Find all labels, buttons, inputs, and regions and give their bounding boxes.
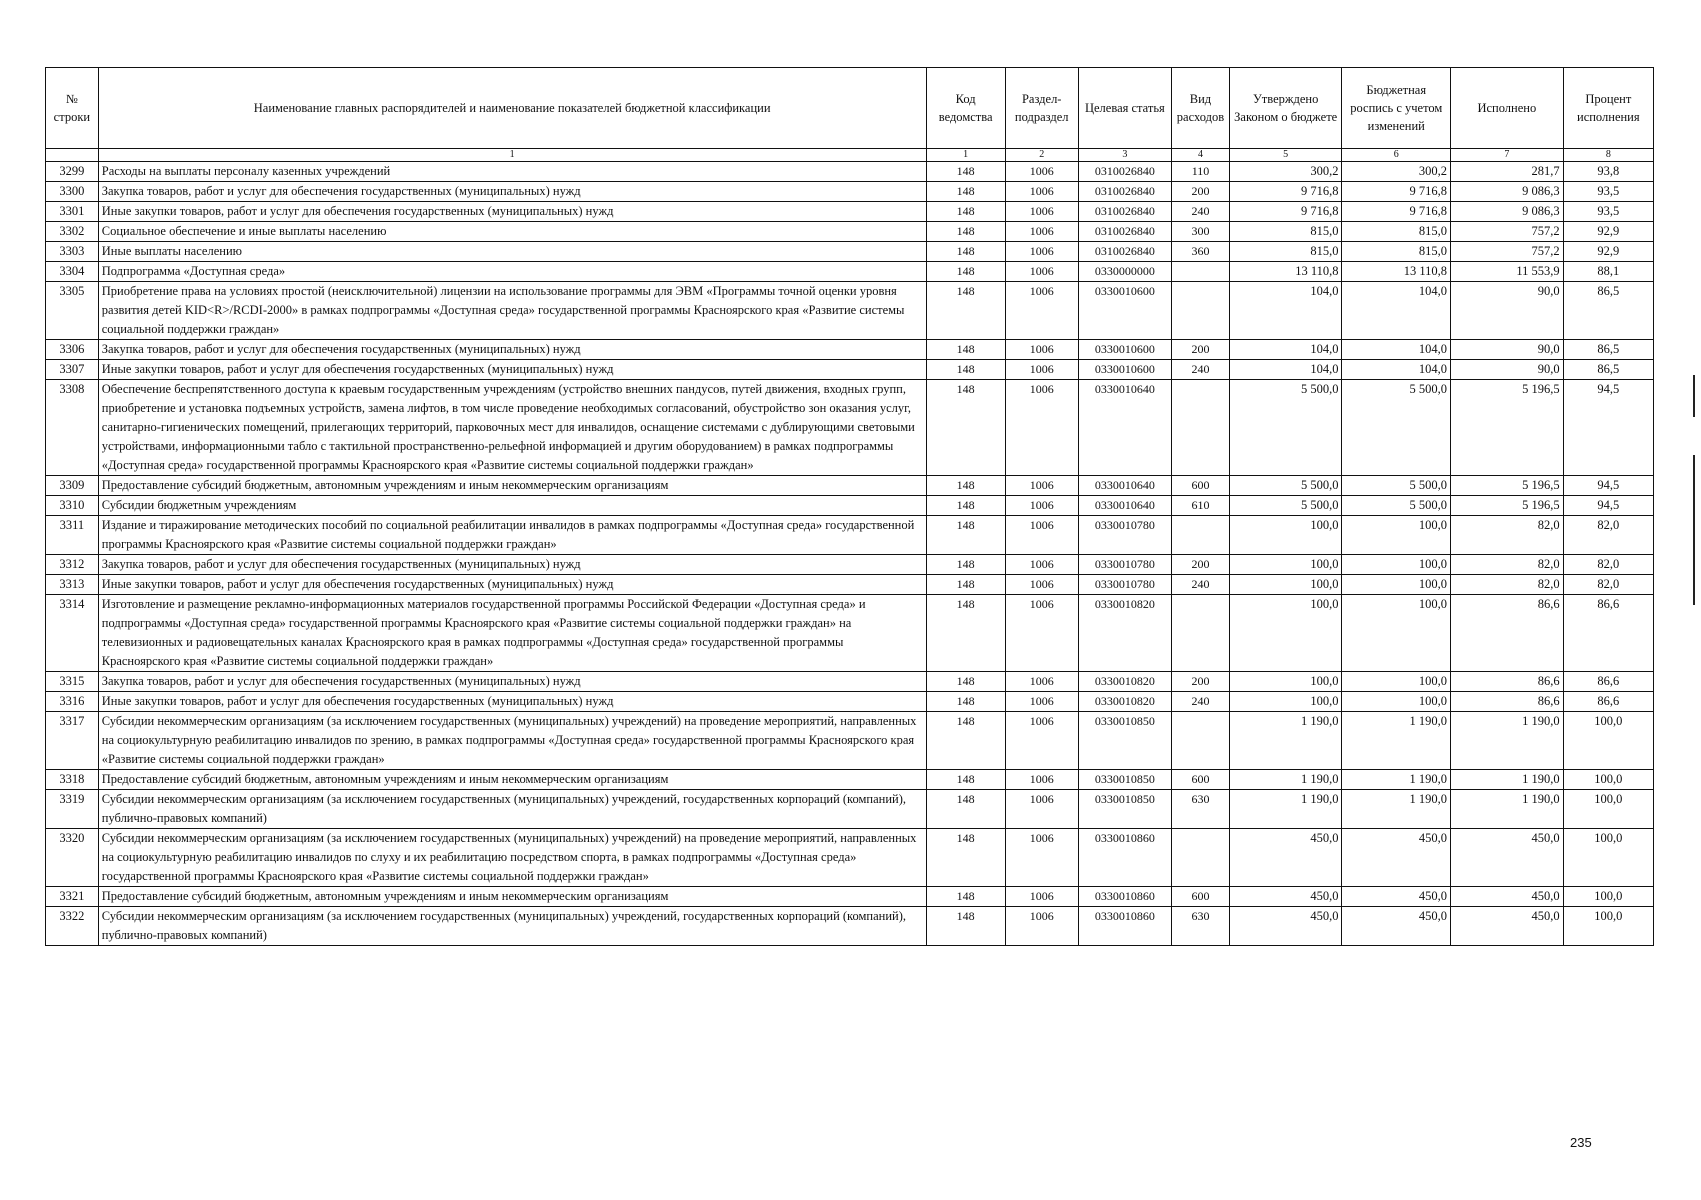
department-code-cell: 148 [926, 340, 1005, 360]
department-code-cell: 148 [926, 790, 1005, 829]
row-number-cell: 3321 [46, 887, 99, 907]
percent-cell: 94,5 [1563, 380, 1653, 476]
table-row [46, 712, 1654, 770]
name-cell: Предоставление субсидий бюджетным, автономным учреждениям и иным некоммерческим организациям [98, 476, 926, 496]
approved-cell: 9 716,8 [1229, 202, 1342, 222]
target-article-cell: 0330010780 [1078, 516, 1171, 555]
budget-schedule-cell: 1 190,0 [1342, 712, 1451, 770]
target-article-cell: 0330010860 [1078, 907, 1171, 946]
header-budget-schedule: Бюджетная роспись с учетом изменений [1342, 68, 1451, 149]
section-cell: 1006 [1005, 282, 1078, 340]
department-code-cell: 148 [926, 496, 1005, 516]
department-code-cell: 148 [926, 770, 1005, 790]
expense-type-cell [1172, 282, 1230, 340]
budget-sheet [45, 67, 1654, 946]
name-cell: Закупка товаров, работ и услуг для обеспечения государственных (муниципальных) нужд [98, 182, 926, 202]
section-cell: 1006 [1005, 907, 1078, 946]
table-row [46, 907, 1654, 946]
expense-type-cell: 240 [1172, 202, 1230, 222]
budget-table [45, 67, 1654, 946]
department-code-cell: 148 [926, 555, 1005, 575]
section-cell: 1006 [1005, 790, 1078, 829]
section-cell: 1006 [1005, 829, 1078, 887]
section-cell: 1006 [1005, 222, 1078, 242]
section-cell: 1006 [1005, 575, 1078, 595]
section-cell: 1006 [1005, 770, 1078, 790]
department-code-cell: 148 [926, 162, 1005, 182]
column-number: 2 [1005, 149, 1078, 162]
table-row [46, 242, 1654, 262]
scan-edge-mark [1693, 455, 1695, 605]
section-cell: 1006 [1005, 672, 1078, 692]
approved-cell: 5 500,0 [1229, 380, 1342, 476]
target-article-cell: 0330010640 [1078, 380, 1171, 476]
table-row [46, 829, 1654, 887]
budget-schedule-cell: 104,0 [1342, 360, 1451, 380]
executed-cell: 82,0 [1451, 575, 1564, 595]
name-cell: Предоставление субсидий бюджетным, автономным учреждениям и иным некоммерческим организациям [98, 887, 926, 907]
department-code-cell: 148 [926, 262, 1005, 282]
header-percent: Процент исполнения [1563, 68, 1653, 149]
department-code-cell: 148 [926, 829, 1005, 887]
row-number-cell: 3302 [46, 222, 99, 242]
target-article-cell: 0330010780 [1078, 575, 1171, 595]
target-article-cell: 0330010820 [1078, 595, 1171, 672]
percent-cell: 93,8 [1563, 162, 1653, 182]
budget-schedule-cell: 1 190,0 [1342, 790, 1451, 829]
section-cell: 1006 [1005, 496, 1078, 516]
department-code-cell: 148 [926, 282, 1005, 340]
row-number-cell: 3313 [46, 575, 99, 595]
row-number-cell: 3314 [46, 595, 99, 672]
table-row [46, 887, 1654, 907]
section-cell: 1006 [1005, 595, 1078, 672]
section-cell: 1006 [1005, 380, 1078, 476]
table-row [46, 770, 1654, 790]
approved-cell: 100,0 [1229, 595, 1342, 672]
target-article-cell: 0330000000 [1078, 262, 1171, 282]
header-expense-type: Вид расходов [1172, 68, 1230, 149]
approved-cell: 450,0 [1229, 907, 1342, 946]
executed-cell: 82,0 [1451, 516, 1564, 555]
executed-cell: 5 196,5 [1451, 476, 1564, 496]
budget-schedule-cell: 100,0 [1342, 555, 1451, 575]
table-row [46, 202, 1654, 222]
executed-cell: 450,0 [1451, 829, 1564, 887]
table-row [46, 182, 1654, 202]
expense-type-cell: 300 [1172, 222, 1230, 242]
row-number-cell: 3309 [46, 476, 99, 496]
executed-cell: 9 086,3 [1451, 182, 1564, 202]
row-number-cell: 3308 [46, 380, 99, 476]
target-article-cell: 0310026840 [1078, 182, 1171, 202]
executed-cell: 5 196,5 [1451, 496, 1564, 516]
target-article-cell: 0330010640 [1078, 476, 1171, 496]
budget-schedule-cell: 450,0 [1342, 829, 1451, 887]
name-cell: Обеспечение беспрепятственного доступа к краевым государственным учреждениям (устройство внешних пандусов, путей движения, входных групп, приобретение и установка подъемных устройств, замена лифтов, в том числе проведение необходимых согласований, обустройство зон оказания услуг, санитарно-гигиенических помещений, прилегающих территорий, парковочных мест для инвалидов, оснащение системами с дублирующими световыми устройствами, информационными табло с тактильной пространственно-рельефной информацией и другим оборудованием) в рамках подпрограммы «Доступная среда» государственной программы Красноярского края «Развитие системы социальной поддержки граждан» [98, 380, 926, 476]
row-number-cell: 3317 [46, 712, 99, 770]
target-article-cell: 0330010850 [1078, 790, 1171, 829]
budget-schedule-cell: 815,0 [1342, 222, 1451, 242]
department-code-cell: 148 [926, 202, 1005, 222]
department-code-cell: 148 [926, 692, 1005, 712]
expense-type-cell: 240 [1172, 692, 1230, 712]
percent-cell: 100,0 [1563, 907, 1653, 946]
executed-cell: 757,2 [1451, 222, 1564, 242]
approved-cell: 1 190,0 [1229, 712, 1342, 770]
expense-type-cell [1172, 712, 1230, 770]
column-number: 5 [1229, 149, 1342, 162]
column-number: 6 [1342, 149, 1451, 162]
budget-schedule-cell: 9 716,8 [1342, 202, 1451, 222]
header-approved: Утверждено Законом о бюджете [1229, 68, 1342, 149]
target-article-cell: 0330010820 [1078, 692, 1171, 712]
target-article-cell: 0330010850 [1078, 770, 1171, 790]
row-number-cell: 3304 [46, 262, 99, 282]
expense-type-cell: 200 [1172, 182, 1230, 202]
name-cell: Подпрограмма «Доступная среда» [98, 262, 926, 282]
expense-type-cell: 600 [1172, 770, 1230, 790]
name-cell: Расходы на выплаты персоналу казенных учреждений [98, 162, 926, 182]
section-cell: 1006 [1005, 887, 1078, 907]
approved-cell: 100,0 [1229, 672, 1342, 692]
department-code-cell: 148 [926, 907, 1005, 946]
approved-cell: 450,0 [1229, 829, 1342, 887]
row-number-cell: 3301 [46, 202, 99, 222]
percent-cell: 86,6 [1563, 672, 1653, 692]
row-number-cell: 3299 [46, 162, 99, 182]
budget-schedule-cell: 100,0 [1342, 672, 1451, 692]
expense-type-cell: 240 [1172, 360, 1230, 380]
approved-cell: 1 190,0 [1229, 790, 1342, 829]
percent-cell: 92,9 [1563, 222, 1653, 242]
column-number: 1 [98, 149, 926, 162]
executed-cell: 1 190,0 [1451, 790, 1564, 829]
section-cell: 1006 [1005, 712, 1078, 770]
section-cell: 1006 [1005, 182, 1078, 202]
executed-cell: 90,0 [1451, 340, 1564, 360]
percent-cell: 82,0 [1563, 516, 1653, 555]
executed-cell: 281,7 [1451, 162, 1564, 182]
target-article-cell: 0310026840 [1078, 222, 1171, 242]
approved-cell: 815,0 [1229, 222, 1342, 242]
budget-schedule-cell: 100,0 [1342, 595, 1451, 672]
approved-cell: 104,0 [1229, 360, 1342, 380]
department-code-cell: 148 [926, 380, 1005, 476]
section-cell: 1006 [1005, 242, 1078, 262]
target-article-cell: 0330010850 [1078, 712, 1171, 770]
name-cell: Изготовление и размещение рекламно-информационных материалов государственной программы Российской Федерации «Доступная среда» и подпрограммы «Доступная среда» государственной программы Красноярского края «Развитие системы социальной поддержки граждан» на телевизионных и радиовещательных каналах Красноярского края в рамках подпрограммы «Доступная среда» государственной программы Красноярского края «Развитие системы социальной поддержки граждан» [98, 595, 926, 672]
department-code-cell: 148 [926, 887, 1005, 907]
executed-cell: 86,6 [1451, 595, 1564, 672]
budget-schedule-cell: 13 110,8 [1342, 262, 1451, 282]
target-article-cell: 0310026840 [1078, 162, 1171, 182]
executed-cell: 5 196,5 [1451, 380, 1564, 476]
expense-type-cell: 630 [1172, 907, 1230, 946]
row-number-cell: 3300 [46, 182, 99, 202]
header-department-code: Код ведомства [926, 68, 1005, 149]
expense-type-cell [1172, 595, 1230, 672]
expense-type-cell: 600 [1172, 887, 1230, 907]
budget-schedule-cell: 104,0 [1342, 340, 1451, 360]
name-cell: Приобретение права на условиях простой (неисключительной) лицензии на использование программы для ЭВМ «Программы точной оценки уровня развития детей KID<R>/RCDI-2000» в рамках подпрограммы «Доступная среда» государственной программы Красноярского края «Развитие системы социальной поддержки граждан» [98, 282, 926, 340]
approved-cell: 9 716,8 [1229, 182, 1342, 202]
target-article-cell: 0330010860 [1078, 887, 1171, 907]
name-cell: Субсидии некоммерческим организациям (за исключением государственных (муниципальных) учреждений) на проведение мероприятий, направленных на социокультурную реабилитацию инвалидов по слуху и их реабилитацию посредством спорта, в рамках подпрограммы «Доступная среда» государственной программы Красноярского края «Развитие системы социальной поддержки граждан» [98, 829, 926, 887]
table-row [46, 672, 1654, 692]
percent-cell: 93,5 [1563, 182, 1653, 202]
name-cell: Закупка товаров, работ и услуг для обеспечения государственных (муниципальных) нужд [98, 672, 926, 692]
executed-cell: 90,0 [1451, 282, 1564, 340]
column-number-row [46, 149, 1654, 162]
executed-cell: 90,0 [1451, 360, 1564, 380]
section-cell: 1006 [1005, 516, 1078, 555]
budget-schedule-cell: 5 500,0 [1342, 496, 1451, 516]
table-row [46, 162, 1654, 182]
expense-type-cell [1172, 380, 1230, 476]
executed-cell: 450,0 [1451, 907, 1564, 946]
percent-cell: 94,5 [1563, 496, 1653, 516]
expense-type-cell: 110 [1172, 162, 1230, 182]
table-row [46, 496, 1654, 516]
column-number [46, 149, 99, 162]
budget-schedule-cell: 5 500,0 [1342, 380, 1451, 476]
table-body [46, 162, 1654, 946]
department-code-cell: 148 [926, 672, 1005, 692]
budget-schedule-cell: 100,0 [1342, 692, 1451, 712]
column-number: 8 [1563, 149, 1653, 162]
name-cell: Закупка товаров, работ и услуг для обеспечения государственных (муниципальных) нужд [98, 555, 926, 575]
section-cell: 1006 [1005, 360, 1078, 380]
executed-cell: 757,2 [1451, 242, 1564, 262]
percent-cell: 82,0 [1563, 555, 1653, 575]
section-cell: 1006 [1005, 262, 1078, 282]
expense-type-cell: 600 [1172, 476, 1230, 496]
name-cell: Иные выплаты населению [98, 242, 926, 262]
budget-schedule-cell: 300,2 [1342, 162, 1451, 182]
column-number: 3 [1078, 149, 1171, 162]
table-row [46, 692, 1654, 712]
approved-cell: 1 190,0 [1229, 770, 1342, 790]
section-cell: 1006 [1005, 162, 1078, 182]
expense-type-cell: 200 [1172, 340, 1230, 360]
row-number-cell: 3306 [46, 340, 99, 360]
percent-cell: 86,6 [1563, 692, 1653, 712]
budget-schedule-cell: 815,0 [1342, 242, 1451, 262]
section-cell: 1006 [1005, 340, 1078, 360]
percent-cell: 92,9 [1563, 242, 1653, 262]
percent-cell: 100,0 [1563, 829, 1653, 887]
department-code-cell: 148 [926, 712, 1005, 770]
header-name: Наименование главных распорядителей и наименование показателей бюджетной классификации [98, 68, 926, 149]
executed-cell: 450,0 [1451, 887, 1564, 907]
department-code-cell: 148 [926, 476, 1005, 496]
approved-cell: 450,0 [1229, 887, 1342, 907]
approved-cell: 13 110,8 [1229, 262, 1342, 282]
target-article-cell: 0330010600 [1078, 360, 1171, 380]
name-cell: Закупка товаров, работ и услуг для обеспечения государственных (муниципальных) нужд [98, 340, 926, 360]
expense-type-cell: 200 [1172, 672, 1230, 692]
percent-cell: 86,5 [1563, 340, 1653, 360]
column-number: 4 [1172, 149, 1230, 162]
name-cell: Предоставление субсидий бюджетным, автономным учреждениям и иным некоммерческим организациям [98, 770, 926, 790]
approved-cell: 100,0 [1229, 692, 1342, 712]
section-cell: 1006 [1005, 202, 1078, 222]
name-cell: Субсидии некоммерческим организациям (за исключением государственных (муниципальных) учреждений, государственных корпораций (компаний), публично-правовых компаний) [98, 790, 926, 829]
approved-cell: 5 500,0 [1229, 476, 1342, 496]
department-code-cell: 148 [926, 516, 1005, 555]
column-number: 7 [1451, 149, 1564, 162]
target-article-cell: 0330010600 [1078, 340, 1171, 360]
column-number: 1 [926, 149, 1005, 162]
table-row [46, 282, 1654, 340]
department-code-cell: 148 [926, 575, 1005, 595]
table-row [46, 575, 1654, 595]
expense-type-cell: 240 [1172, 575, 1230, 595]
approved-cell: 104,0 [1229, 282, 1342, 340]
department-code-cell: 148 [926, 222, 1005, 242]
percent-cell: 86,5 [1563, 282, 1653, 340]
scan-edge-mark [1693, 375, 1695, 417]
section-cell: 1006 [1005, 692, 1078, 712]
table-row [46, 790, 1654, 829]
name-cell: Иные закупки товаров, работ и услуг для обеспечения государственных (муниципальных) нужд [98, 202, 926, 222]
budget-schedule-cell: 1 190,0 [1342, 770, 1451, 790]
table-row [46, 222, 1654, 242]
table-row [46, 516, 1654, 555]
name-cell: Субсидии некоммерческим организациям (за исключением государственных (муниципальных) учреждений, государственных корпораций (компаний), публично-правовых компаний) [98, 907, 926, 946]
target-article-cell: 0330010600 [1078, 282, 1171, 340]
section-cell: 1006 [1005, 476, 1078, 496]
percent-cell: 88,1 [1563, 262, 1653, 282]
approved-cell: 100,0 [1229, 516, 1342, 555]
name-cell: Субсидии некоммерческим организациям (за исключением государственных (муниципальных) учреждений) на проведение мероприятий, направленных на социокультурную реабилитацию инвалидов по зрению, в рамках подпрограммы «Доступная среда» государственной программы Красноярского края «Развитие системы социальной поддержки граждан» [98, 712, 926, 770]
department-code-cell: 148 [926, 360, 1005, 380]
executed-cell: 82,0 [1451, 555, 1564, 575]
executed-cell: 86,6 [1451, 692, 1564, 712]
table-row [46, 380, 1654, 476]
row-number-cell: 3319 [46, 790, 99, 829]
header-section: Раздел-подраздел [1005, 68, 1078, 149]
budget-schedule-cell: 450,0 [1342, 887, 1451, 907]
table-row [46, 555, 1654, 575]
section-cell: 1006 [1005, 555, 1078, 575]
table-row [46, 262, 1654, 282]
expense-type-cell: 200 [1172, 555, 1230, 575]
table-row [46, 476, 1654, 496]
percent-cell: 100,0 [1563, 887, 1653, 907]
approved-cell: 104,0 [1229, 340, 1342, 360]
name-cell: Субсидии бюджетным учреждениям [98, 496, 926, 516]
expense-type-cell: 630 [1172, 790, 1230, 829]
header-row [46, 68, 1654, 149]
budget-schedule-cell: 5 500,0 [1342, 476, 1451, 496]
header-row-number: № строки [46, 68, 99, 149]
expense-type-cell [1172, 262, 1230, 282]
budget-schedule-cell: 9 716,8 [1342, 182, 1451, 202]
budget-schedule-cell: 100,0 [1342, 575, 1451, 595]
page-number: 235 [1570, 1135, 1592, 1150]
executed-cell: 1 190,0 [1451, 712, 1564, 770]
name-cell: Иные закупки товаров, работ и услуг для обеспечения государственных (муниципальных) нужд [98, 360, 926, 380]
percent-cell: 93,5 [1563, 202, 1653, 222]
row-number-cell: 3316 [46, 692, 99, 712]
name-cell: Социальное обеспечение и иные выплаты населению [98, 222, 926, 242]
header-executed: Исполнено [1451, 68, 1564, 149]
executed-cell: 1 190,0 [1451, 770, 1564, 790]
name-cell: Иные закупки товаров, работ и услуг для обеспечения государственных (муниципальных) нужд [98, 692, 926, 712]
expense-type-cell: 610 [1172, 496, 1230, 516]
row-number-cell: 3303 [46, 242, 99, 262]
target-article-cell: 0310026840 [1078, 242, 1171, 262]
department-code-cell: 148 [926, 595, 1005, 672]
approved-cell: 815,0 [1229, 242, 1342, 262]
approved-cell: 100,0 [1229, 555, 1342, 575]
name-cell: Иные закупки товаров, работ и услуг для обеспечения государственных (муниципальных) нужд [98, 575, 926, 595]
approved-cell: 300,2 [1229, 162, 1342, 182]
expense-type-cell [1172, 829, 1230, 887]
table-row [46, 340, 1654, 360]
approved-cell: 5 500,0 [1229, 496, 1342, 516]
row-number-cell: 3315 [46, 672, 99, 692]
row-number-cell: 3305 [46, 282, 99, 340]
expense-type-cell: 360 [1172, 242, 1230, 262]
expense-type-cell [1172, 516, 1230, 555]
approved-cell: 100,0 [1229, 575, 1342, 595]
executed-cell: 9 086,3 [1451, 202, 1564, 222]
department-code-cell: 148 [926, 182, 1005, 202]
percent-cell: 100,0 [1563, 770, 1653, 790]
table-row [46, 595, 1654, 672]
budget-schedule-cell: 450,0 [1342, 907, 1451, 946]
name-cell: Издание и тиражирование методических пособий по социальной реабилитации инвалидов в рамках подпрограммы «Доступная среда» государственной программы Красноярского края «Развитие системы социальной поддержки граждан» [98, 516, 926, 555]
row-number-cell: 3322 [46, 907, 99, 946]
budget-schedule-cell: 100,0 [1342, 516, 1451, 555]
executed-cell: 11 553,9 [1451, 262, 1564, 282]
percent-cell: 82,0 [1563, 575, 1653, 595]
table-row [46, 360, 1654, 380]
row-number-cell: 3320 [46, 829, 99, 887]
row-number-cell: 3310 [46, 496, 99, 516]
percent-cell: 100,0 [1563, 790, 1653, 829]
percent-cell: 86,5 [1563, 360, 1653, 380]
target-article-cell: 0330010860 [1078, 829, 1171, 887]
target-article-cell: 0330010780 [1078, 555, 1171, 575]
percent-cell: 100,0 [1563, 712, 1653, 770]
target-article-cell: 0330010640 [1078, 496, 1171, 516]
row-number-cell: 3318 [46, 770, 99, 790]
header-target-article: Целевая статья [1078, 68, 1171, 149]
budget-schedule-cell: 104,0 [1342, 282, 1451, 340]
row-number-cell: 3307 [46, 360, 99, 380]
executed-cell: 86,6 [1451, 672, 1564, 692]
row-number-cell: 3312 [46, 555, 99, 575]
target-article-cell: 0310026840 [1078, 202, 1171, 222]
row-number-cell: 3311 [46, 516, 99, 555]
department-code-cell: 148 [926, 242, 1005, 262]
percent-cell: 94,5 [1563, 476, 1653, 496]
target-article-cell: 0330010820 [1078, 672, 1171, 692]
percent-cell: 86,6 [1563, 595, 1653, 672]
